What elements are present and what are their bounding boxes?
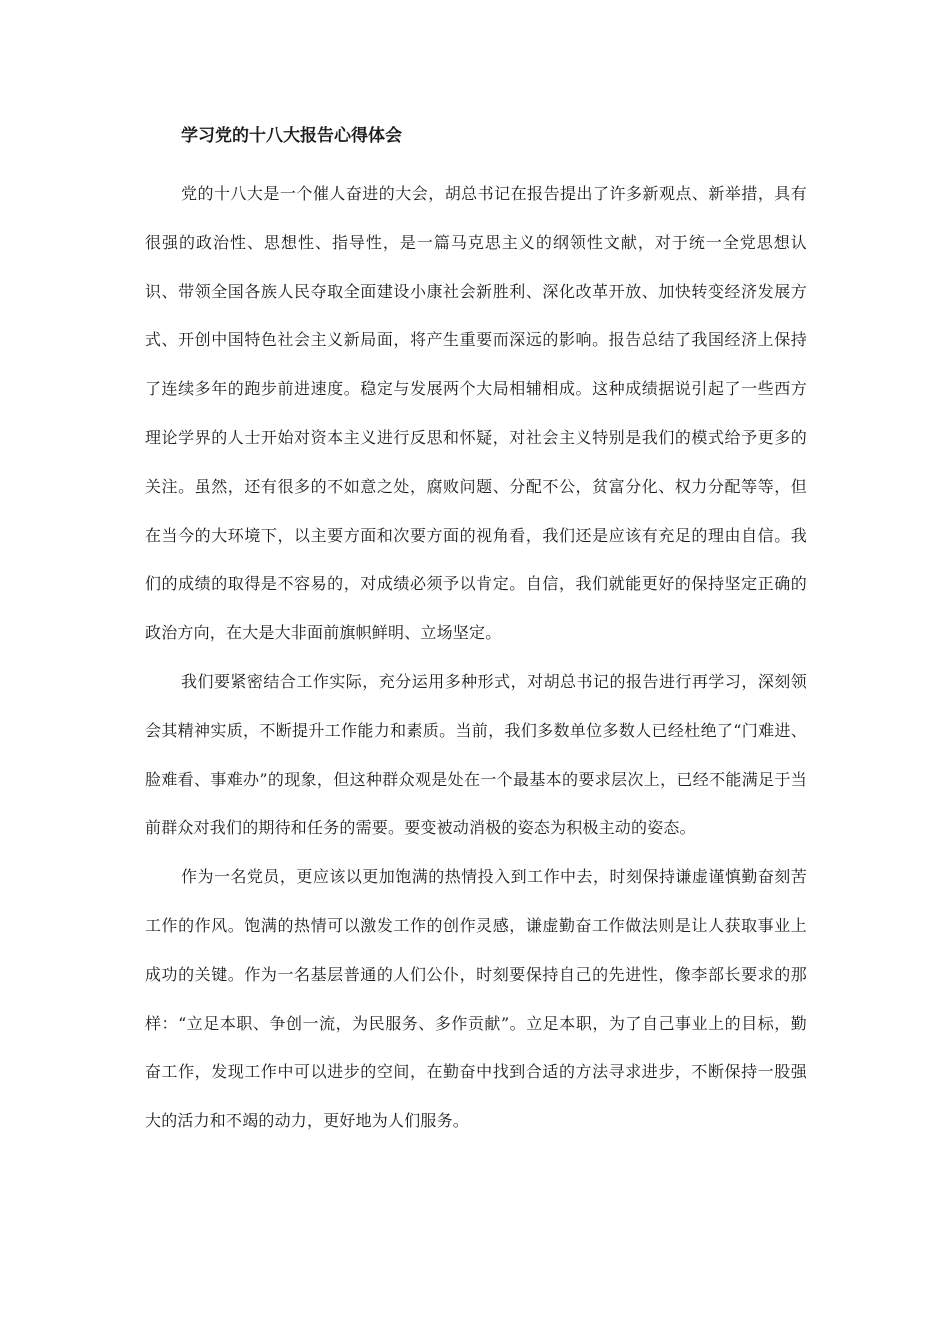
document-title: 学习党的十八大报告心得体会: [181, 126, 402, 146]
paragraph-1: 党的十八大是一个催人奋进的大会，胡总书记在报告提出了许多新观点、新举措，具有很强的政治性、思想性、指导性，是一篇马克思主义的纲领性文献，对于统一全党思想认识、带领全国各族人民夺取全面建设小康社会新胜利、深化改革开放、加快转变经济发展方式、开创中国特色社会主义新局面，将产生重要而深远的影响。报告总结了我国经济上保持了连续多年的跑步前进速度。稳定与发展两个大局相辅相成。这种成绩据说引起了一些西方理论学界的人士开始对资本主义进行反思和怀疑，对社会主义特别是我们的模式给予更多的关注。虽然，还有很多的不如意之处，腐败问题、分配不公，贫富分化、权力分配等等，但在当今的大环境下，以主要方面和次要方面的视角看，我们还是应该有充足的理由自信。我们的成绩的取得是不容易的，对成绩必须予以肯定。自信，我们就能更好的保持坚定正确的政治方向，在大是大非面前旗帜鲜明、立场坚定。: [145, 184, 807, 643]
paragraph-2: 我们要紧密结合工作实际，充分运用多种形式，对胡总书记的报告进行再学习，深刻领会其精神实质，不断提升工作能力和素质。当前，我们多数单位多数人已经杜绝了“门难进、脸难看、事难办”的现象，但这种群众观是处在一个最基本的要求层次上，已经不能满足于当前群众对我们的期待和任务的需要。要变被动消极的姿态为积极主动的姿态。: [145, 671, 807, 838]
document-body: [145, 120, 807, 1146]
paragraph-3: 作为一名党员，更应该以更加饱满的热情投入到工作中去，时刻保持谦虚谨慎勤奋刻苦工作的作风。饱满的热情可以激发工作的创作灵感，谦虚勤奋工作做法则是让人获取事业上成功的关键。作为一名基层普通的人们公仆，时刻要保持自己的先进性，像李部长要求的那样：“立足本职、争创一流，为民服务、多作贡献”。立足本职，为了自己事业上的目标，勤奋工作，发现工作中可以进步的空间，在勤奋中找到合适的方法寻求进步，不断保持一股强大的活力和不竭的动力，更好地为人们服务。: [145, 867, 807, 1131]
